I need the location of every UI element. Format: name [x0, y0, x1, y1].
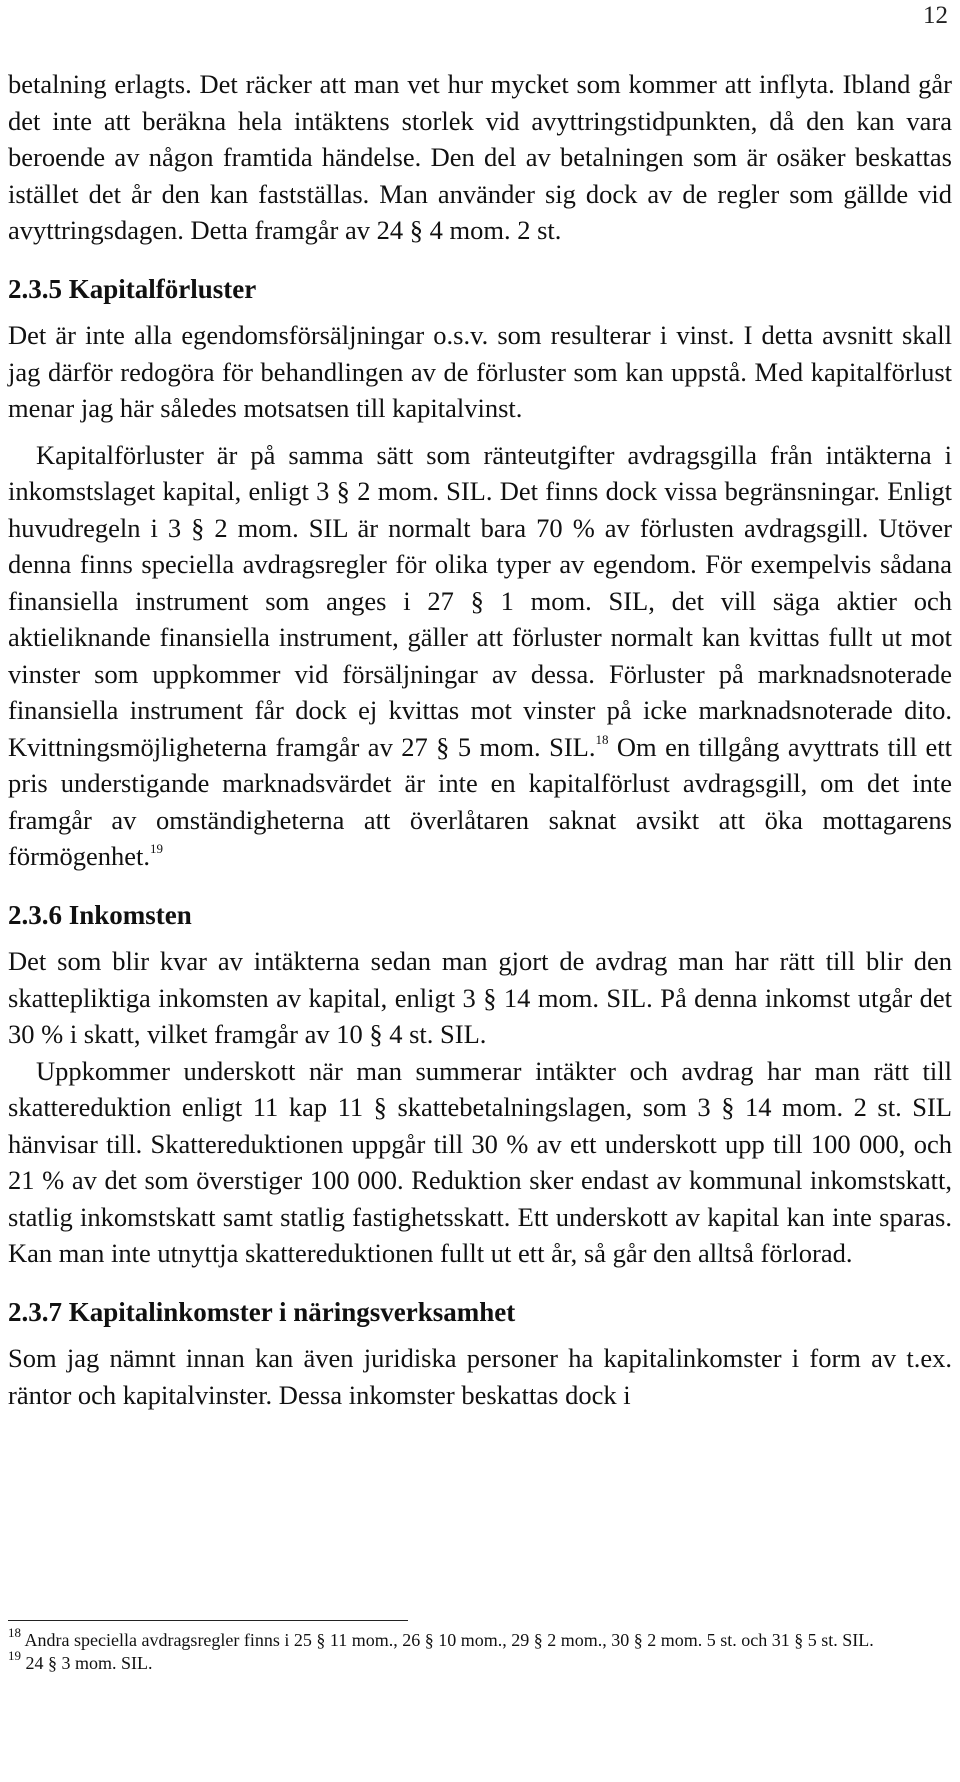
- footnote-18: [8, 1625, 952, 1652]
- paragraph-underskott: Uppkommer underskott när man summerar intäkter och avdrag har man rätt till skattereduktion enligt 11 kap 11 § skattebetalningslagen, som 3 § 14 mom. 2 st. SIL hänvisar till. Skattereduktionen uppgår till 30 % av ett underskott upp till 100 000, och 21 % av det som överstiger 100 000. Reduktion sker endast av kommunal inkomstskatt, statlig inkomstskatt samt statlig fastighetsskatt. Ett underskott av kapital kan inte sparas. Kan man inte utnyttja skattereduktionen fullt ut ett år, så går den alltså förlorad.: [8, 1055, 952, 1268]
- footnote-number: 19: [8, 1648, 21, 1663]
- page-number: 12: [923, 2, 948, 29]
- heading-kapitalforluster: 2.3.5 Kapitalförluster: [8, 273, 257, 304]
- footnote-text: Andra speciella avdragsregler finns i 25 § 11 mom., 26 § 10 mom., 29 § 2 mom., 30 § 2 mom. 5 st. och 31 § 5 st. SIL.: [24, 1630, 874, 1650]
- footnote-text: 24 § 3 mom. SIL.: [25, 1653, 153, 1673]
- footnote-19: [8, 1648, 952, 1675]
- document-body: [8, 66, 952, 1413]
- paragraph-inkomsten: Det som blir kvar av intäkterna sedan man gjort de avdrag man har rätt till blir den skattepliktiga inkomsten av kapital, enligt 3 § 14 mom. SIL. På denna inkomst utgår det 30 % i skatt, vilket framgår av 10 § 4 st. SIL.: [8, 946, 952, 1049]
- paragraph-text: Kapitalförluster är på samma sätt som ränteutgifter avdragsgilla från intäkterna i inkomstslaget kapital, enligt 3 § 2 mom. SIL. Det finns dock vissa begränsningar. Enligt huvudregeln i 3 § 2 mom. SIL är normalt bara 70 % av förlusten avdragsgill. Utöver denna finns speciella avdragsregler för olika typer av egendom. För exempelvis sådana finansiella instrument som anges i 27 § 1 mom. SIL, det vill säga aktier och aktieliknande finansiella instrument, gäller att förluster normalt kan kvittas fullt ut mot vinster som uppkommer vid försäljningar av dessa. Förluster på marknadsnoterade finansiella instrument får dock ej kvittas mot vinster på icke marknadsnoterade dito. Kvittningsmöjligheterna framgår av 27 § 5 mom. SIL.: [8, 439, 952, 762]
- footnotes: [8, 1620, 952, 1675]
- footnote-ref-19: 19: [150, 841, 164, 856]
- paragraph-kapitalforlust-intro: Det är inte alla egendomsförsäljningar o.s.v. som resulterar i vinst. I detta avsnitt skall jag därför redogöra för behandlingen av de förluster som kan uppstå. Med kapitalförlust menar jag här således motsatsen till kapitalvinst.: [8, 320, 952, 423]
- heading-inkomsten: 2.3.6 Inkomsten: [8, 899, 192, 930]
- footnote-number: 18: [8, 1625, 21, 1640]
- paragraph-kapitalforlust-avdrag: [8, 437, 952, 875]
- footnote-divider: [8, 1620, 408, 1621]
- footnote-ref-18: 18: [595, 731, 609, 747]
- paragraph-avyttring: betalning erlagts. Det räcker att man vet hur mycket som kommer att inflyta. Ibland går det inte att beräkna hela intäktens storlek vid avyttringstidpunkten, då den kan vara beroende av någon framtida händelse. Den del av betalningen som är osäker beskattas istället det år den kan fastställas. Man använder sig dock av de regler som gällde vid avyttringsdagen. Detta framgår av 24 § 4 mom. 2 st.: [8, 69, 952, 245]
- heading-naringsverksamhet: 2.3.7 Kapitalinkomster i näringsverksamhet: [8, 1296, 516, 1327]
- paragraph-text-continued: Om en tillgång avyttrats till ett pris understigande marknadsvärdet är inte en kapitalförlust avdragsgill, om det inte framgår av omständigheterna att överlåtaren saknat avsikt att öka mottagarens förmögenhet.: [8, 731, 952, 871]
- paragraph-naringsverksamhet: Som jag nämnt innan kan även juridiska personer ha kapitalinkomster i form av t.ex. räntor och kapitalvinster. Dessa inkomster beskattas dock i: [8, 1343, 952, 1410]
